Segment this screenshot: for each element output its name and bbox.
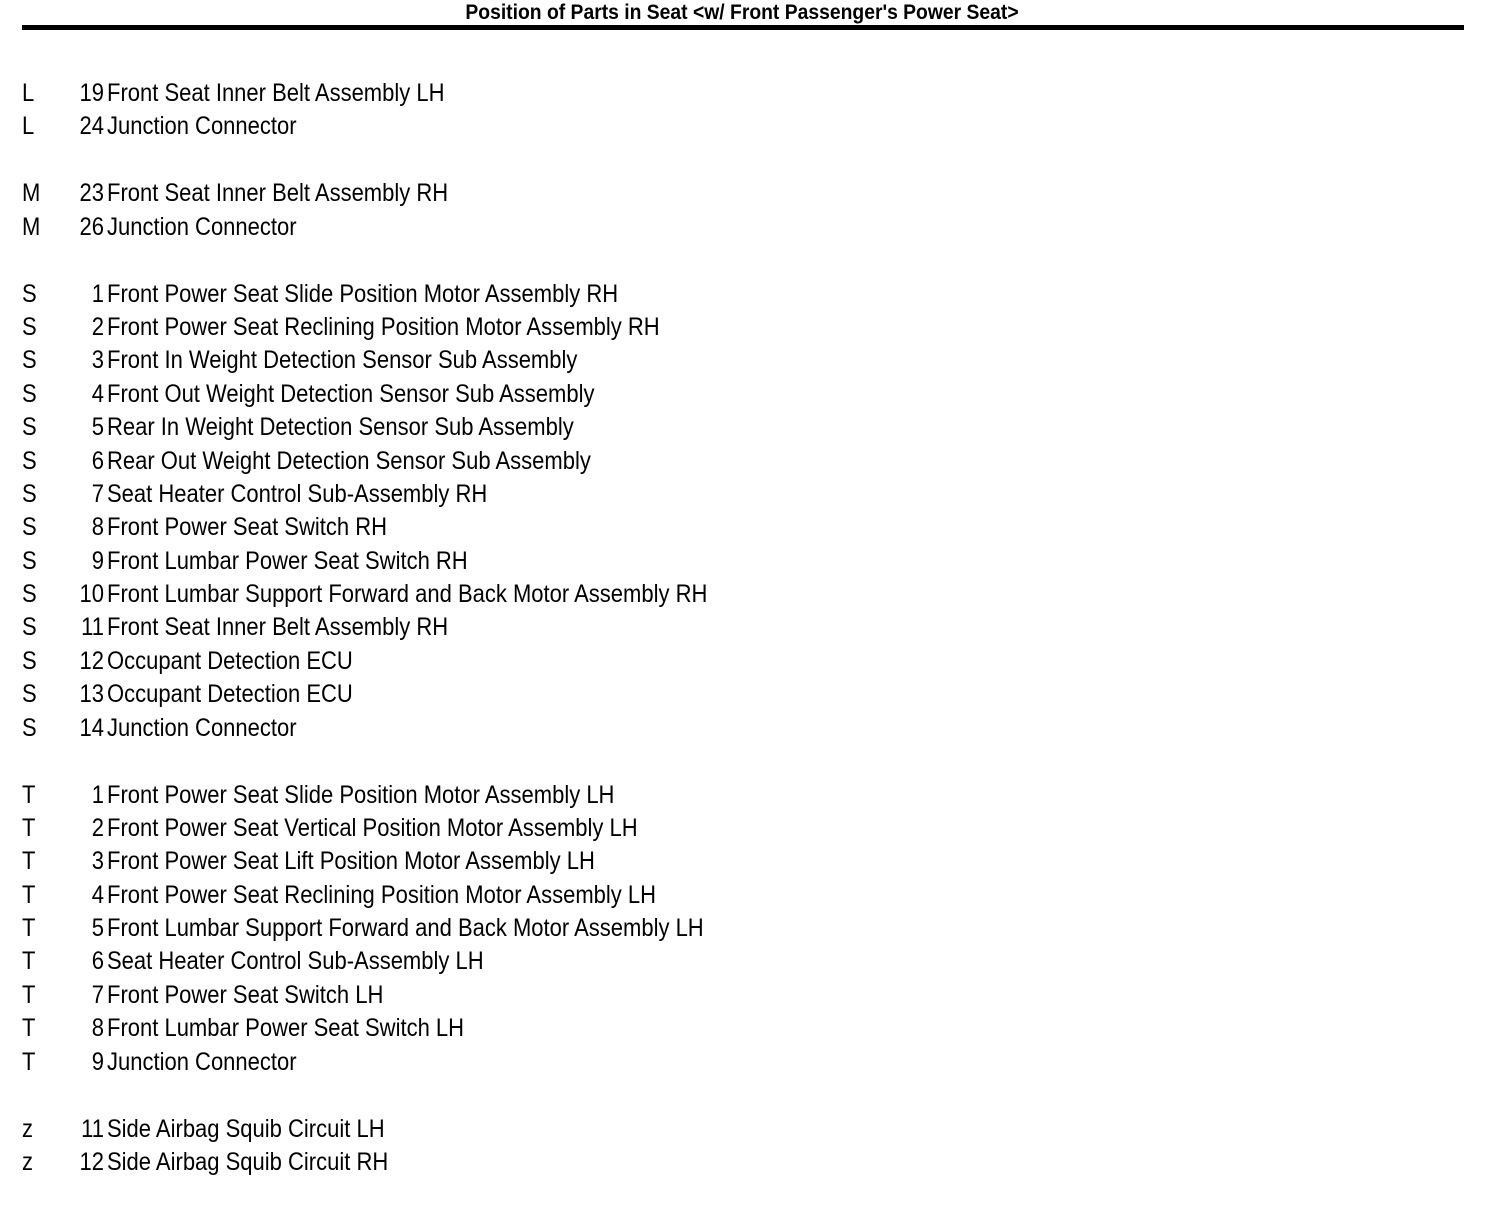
part-location-letter: T bbox=[22, 880, 36, 909]
part-location-letter: z bbox=[22, 1114, 33, 1143]
part-location-letter: T bbox=[22, 1047, 36, 1076]
part-number: 5 bbox=[91, 914, 104, 943]
part-number: 9 bbox=[91, 546, 104, 575]
part-number: 23 bbox=[79, 179, 104, 208]
part-location-letter: S bbox=[22, 513, 37, 542]
part-number: 10 bbox=[79, 580, 104, 609]
part-row bbox=[22, 578, 1022, 611]
part-location-letter: T bbox=[22, 1014, 36, 1043]
part-group-t bbox=[22, 779, 1022, 1080]
part-name: Junction Connector bbox=[107, 212, 297, 241]
part-location-letter: S bbox=[22, 279, 37, 308]
part-name: Front Power Seat Slide Position Motor Assembly RH bbox=[107, 279, 619, 308]
part-row bbox=[22, 611, 1022, 644]
part-location-letter: S bbox=[22, 646, 37, 675]
part-number: 26 bbox=[79, 212, 104, 241]
part-number: 19 bbox=[79, 79, 104, 107]
part-number: 13 bbox=[79, 680, 104, 709]
part-row bbox=[22, 311, 1022, 344]
part-name: Junction Connector bbox=[107, 713, 297, 742]
part-location-letter: S bbox=[22, 680, 37, 709]
part-location-letter: L bbox=[22, 79, 35, 107]
part-name: Front Out Weight Detection Sensor Sub Assembly bbox=[107, 379, 595, 408]
part-number: 7 bbox=[91, 980, 104, 1009]
part-number: 5 bbox=[91, 413, 104, 442]
part-location-letter: T bbox=[22, 847, 36, 876]
title-divider bbox=[22, 25, 1464, 30]
part-number: 14 bbox=[79, 713, 104, 742]
part-row bbox=[22, 177, 1022, 210]
part-number: 3 bbox=[91, 847, 104, 876]
part-row bbox=[22, 912, 1022, 945]
part-location-letter: S bbox=[22, 379, 37, 408]
part-number: 7 bbox=[91, 479, 104, 508]
part-location-letter: M bbox=[22, 179, 41, 208]
part-row bbox=[22, 845, 1022, 878]
part-name: Front Seat Inner Belt Assembly RH bbox=[107, 179, 449, 208]
part-row bbox=[22, 979, 1022, 1012]
part-name: Side Airbag Squib Circuit RH bbox=[107, 1147, 389, 1176]
part-group-m bbox=[22, 177, 1022, 244]
part-number: 3 bbox=[91, 346, 104, 375]
part-number: 2 bbox=[91, 312, 104, 341]
part-name: Occupant Detection ECU bbox=[107, 646, 353, 675]
part-row bbox=[22, 779, 1022, 812]
part-name: Front Lumbar Support Forward and Back Motor Assembly RH bbox=[107, 580, 708, 609]
part-location-letter: S bbox=[22, 546, 37, 575]
part-number: 6 bbox=[91, 947, 104, 976]
part-name: Front Seat Inner Belt Assembly LH bbox=[107, 79, 445, 107]
part-name: Seat Heater Control Sub-Assembly LH bbox=[107, 947, 484, 976]
part-name: Front Power Seat Reclining Position Motor Assembly LH bbox=[107, 880, 657, 909]
part-row bbox=[22, 879, 1022, 912]
part-row bbox=[22, 678, 1022, 711]
part-name: Front Power Seat Vertical Position Motor Assembly LH bbox=[107, 813, 638, 842]
part-group-s bbox=[22, 278, 1022, 745]
part-location-letter: S bbox=[22, 479, 37, 508]
part-number: 2 bbox=[91, 813, 104, 842]
part-number: 11 bbox=[81, 1114, 104, 1143]
part-name: Front Lumbar Power Seat Switch LH bbox=[107, 1014, 465, 1043]
part-name: Front In Weight Detection Sensor Sub Assembly bbox=[107, 346, 578, 375]
part-row bbox=[22, 1146, 1022, 1179]
part-row bbox=[22, 110, 1022, 143]
part-location-letter: L bbox=[22, 112, 35, 141]
part-location-letter: z bbox=[22, 1147, 33, 1176]
part-row bbox=[22, 478, 1022, 511]
part-name: Front Lumbar Power Seat Switch RH bbox=[107, 546, 468, 575]
part-number: 6 bbox=[91, 446, 104, 475]
part-number: 8 bbox=[91, 513, 104, 542]
part-name: Junction Connector bbox=[107, 112, 297, 141]
part-name: Rear In Weight Detection Sensor Sub Assembly bbox=[107, 413, 574, 442]
part-name: Front Seat Inner Belt Assembly RH bbox=[107, 613, 449, 642]
part-location-letter: S bbox=[22, 413, 37, 442]
part-name: Front Power Seat Reclining Position Motor Assembly RH bbox=[107, 312, 660, 341]
part-number: 12 bbox=[79, 646, 104, 675]
part-row bbox=[22, 278, 1022, 311]
part-location-letter: T bbox=[22, 914, 36, 943]
part-row bbox=[22, 645, 1022, 678]
part-location-letter: T bbox=[22, 980, 36, 1009]
part-row bbox=[22, 712, 1022, 745]
part-group-l bbox=[22, 77, 1022, 144]
part-number: 24 bbox=[79, 112, 104, 141]
part-row bbox=[22, 545, 1022, 578]
part-number: 4 bbox=[91, 379, 104, 408]
part-location-letter: T bbox=[22, 780, 36, 809]
part-row bbox=[22, 945, 1022, 978]
part-location-letter: S bbox=[22, 713, 37, 742]
part-name: Front Power Seat Slide Position Motor Assembly LH bbox=[107, 780, 615, 809]
part-number: 12 bbox=[79, 1147, 104, 1176]
part-row bbox=[22, 1012, 1022, 1045]
part-number: 8 bbox=[91, 1014, 104, 1043]
part-location-letter: S bbox=[22, 346, 37, 375]
part-number: 1 bbox=[91, 780, 104, 809]
part-number: 1 bbox=[91, 279, 104, 308]
part-location-letter: T bbox=[22, 947, 36, 976]
part-name: Side Airbag Squib Circuit LH bbox=[107, 1114, 385, 1143]
part-name: Junction Connector bbox=[107, 1047, 297, 1076]
part-row bbox=[22, 411, 1022, 444]
part-location-letter: S bbox=[22, 613, 37, 642]
parts-list bbox=[22, 77, 1022, 1213]
part-location-letter: S bbox=[22, 580, 37, 609]
part-name: Front Power Seat Switch LH bbox=[107, 980, 384, 1009]
part-number: 11 bbox=[81, 613, 104, 642]
part-location-letter: S bbox=[22, 446, 37, 475]
part-name: Front Lumbar Support Forward and Back Motor Assembly LH bbox=[107, 914, 704, 943]
part-group-z bbox=[22, 1113, 1022, 1180]
part-number: 9 bbox=[91, 1047, 104, 1076]
part-name: Seat Heater Control Sub-Assembly RH bbox=[107, 479, 488, 508]
part-number: 4 bbox=[91, 880, 104, 909]
part-row bbox=[22, 1113, 1022, 1146]
part-name: Occupant Detection ECU bbox=[107, 680, 353, 709]
part-row bbox=[22, 1046, 1022, 1079]
part-location-letter: M bbox=[22, 212, 41, 241]
part-row bbox=[22, 77, 1022, 110]
part-row bbox=[22, 211, 1022, 244]
part-row bbox=[22, 812, 1022, 845]
part-name: Rear Out Weight Detection Sensor Sub Assembly bbox=[107, 446, 591, 475]
part-row bbox=[22, 344, 1022, 377]
part-row bbox=[22, 445, 1022, 478]
part-name: Front Power Seat Switch RH bbox=[107, 513, 387, 542]
part-row bbox=[22, 511, 1022, 544]
page-title: Position of Parts in Seat <w/ Front Passenger's Power Seat> bbox=[465, 1, 1019, 24]
part-location-letter: T bbox=[22, 813, 36, 842]
part-row bbox=[22, 378, 1022, 411]
part-location-letter: S bbox=[22, 312, 37, 341]
part-name: Front Power Seat Lift Position Motor Assembly LH bbox=[107, 847, 595, 876]
